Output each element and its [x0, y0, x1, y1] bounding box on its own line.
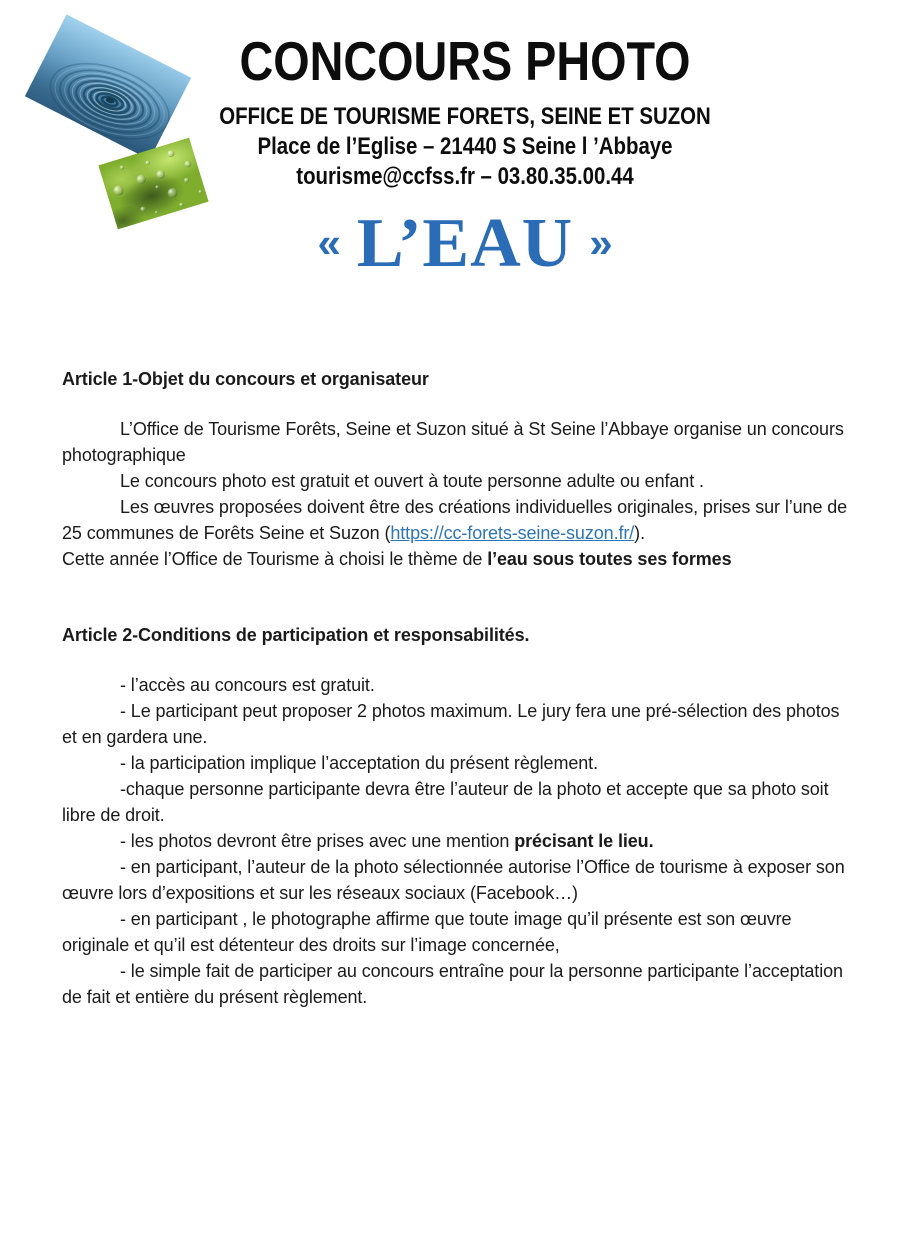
contest-website-link[interactable]: https://cc-forets-seine-suzon.fr/	[390, 523, 635, 543]
org-address: Place de l’Eglise – 21440 S Seine l ’Abbaye	[257, 133, 673, 160]
article2-item-5	[62, 828, 857, 854]
article1-heading: Article 1-Objet du concours et organisateur	[62, 369, 429, 389]
article2-item-6: - en participant, l’auteur de la photo sélectionnée autorise l’Office de tourisme à exposer son œuvre lors d’expositions et sur les réseaux sociaux (Facebook…)	[62, 857, 845, 903]
article1-paragraph-2: Le concours photo est gratuit et ouvert à toute personne adulte ou enfant .	[120, 471, 704, 491]
theme-announcement-text: Cette année l’Office de Tourisme à choisi le thème de	[62, 549, 488, 569]
org-name: OFFICE DE TOURISME FORETS, SEINE ET SUZON	[219, 103, 711, 130]
article2-heading: Article 2-Conditions de participation et responsabilités.	[62, 625, 530, 645]
document-body	[62, 366, 857, 1010]
article1-paragraph-3-end: ).	[634, 523, 645, 543]
doc-title: CONCOURS PHOTO	[239, 30, 691, 92]
article1-paragraph-3	[62, 494, 857, 546]
article2-item-7: - en participant , le photographe affirme que toute image qu’il présente est son œuvre originale et qu’il est détenteur des droits sur l’image concernée,	[62, 909, 792, 955]
article2-item-5-text: - les photos devront être prises avec une mention	[120, 831, 515, 851]
article2-item-5-bold: précisant le lieu.	[514, 831, 654, 851]
article2-item-3: - la participation implique l’acceptation du présent règlement.	[120, 753, 598, 773]
article2-item-2: - Le participant peut proposer 2 photos maximum. Le jury fera une pré-sélection des photos et en gardera une.	[62, 701, 840, 747]
theme-announcement-bold: l’eau sous toutes ses formes	[487, 549, 732, 569]
theme-word: L’EAU	[356, 205, 574, 282]
article2-item-4: -chaque personne participante devra être l’auteur de la photo et accepte que sa photo soit libre de droit.	[62, 779, 829, 825]
open-guillemet: «	[317, 219, 341, 266]
article1-paragraph-1: L’Office de Tourisme Forêts, Seine et Suzon situé à St Seine l’Abbaye organise un concours photographique	[62, 419, 844, 465]
article2-item-8: - le simple fait de participer au concours entraîne pour la personne participante l’acceptation de fait et entière du présent règlement.	[62, 961, 843, 1007]
article1-paragraph-3-text: Les œuvres proposées doivent être des créations individuelles originales, prises sur l’une de 25 communes de Forêts Seine et Suzon (	[62, 497, 848, 543]
close-guillemet: »	[589, 219, 613, 266]
document-header	[95, 30, 835, 192]
org-contact: tourisme@ccfss.fr – 03.80.35.00.44	[296, 163, 634, 190]
article2-item-1: - l’accès au concours est gratuit.	[120, 675, 375, 695]
theme-announcement	[62, 546, 857, 572]
